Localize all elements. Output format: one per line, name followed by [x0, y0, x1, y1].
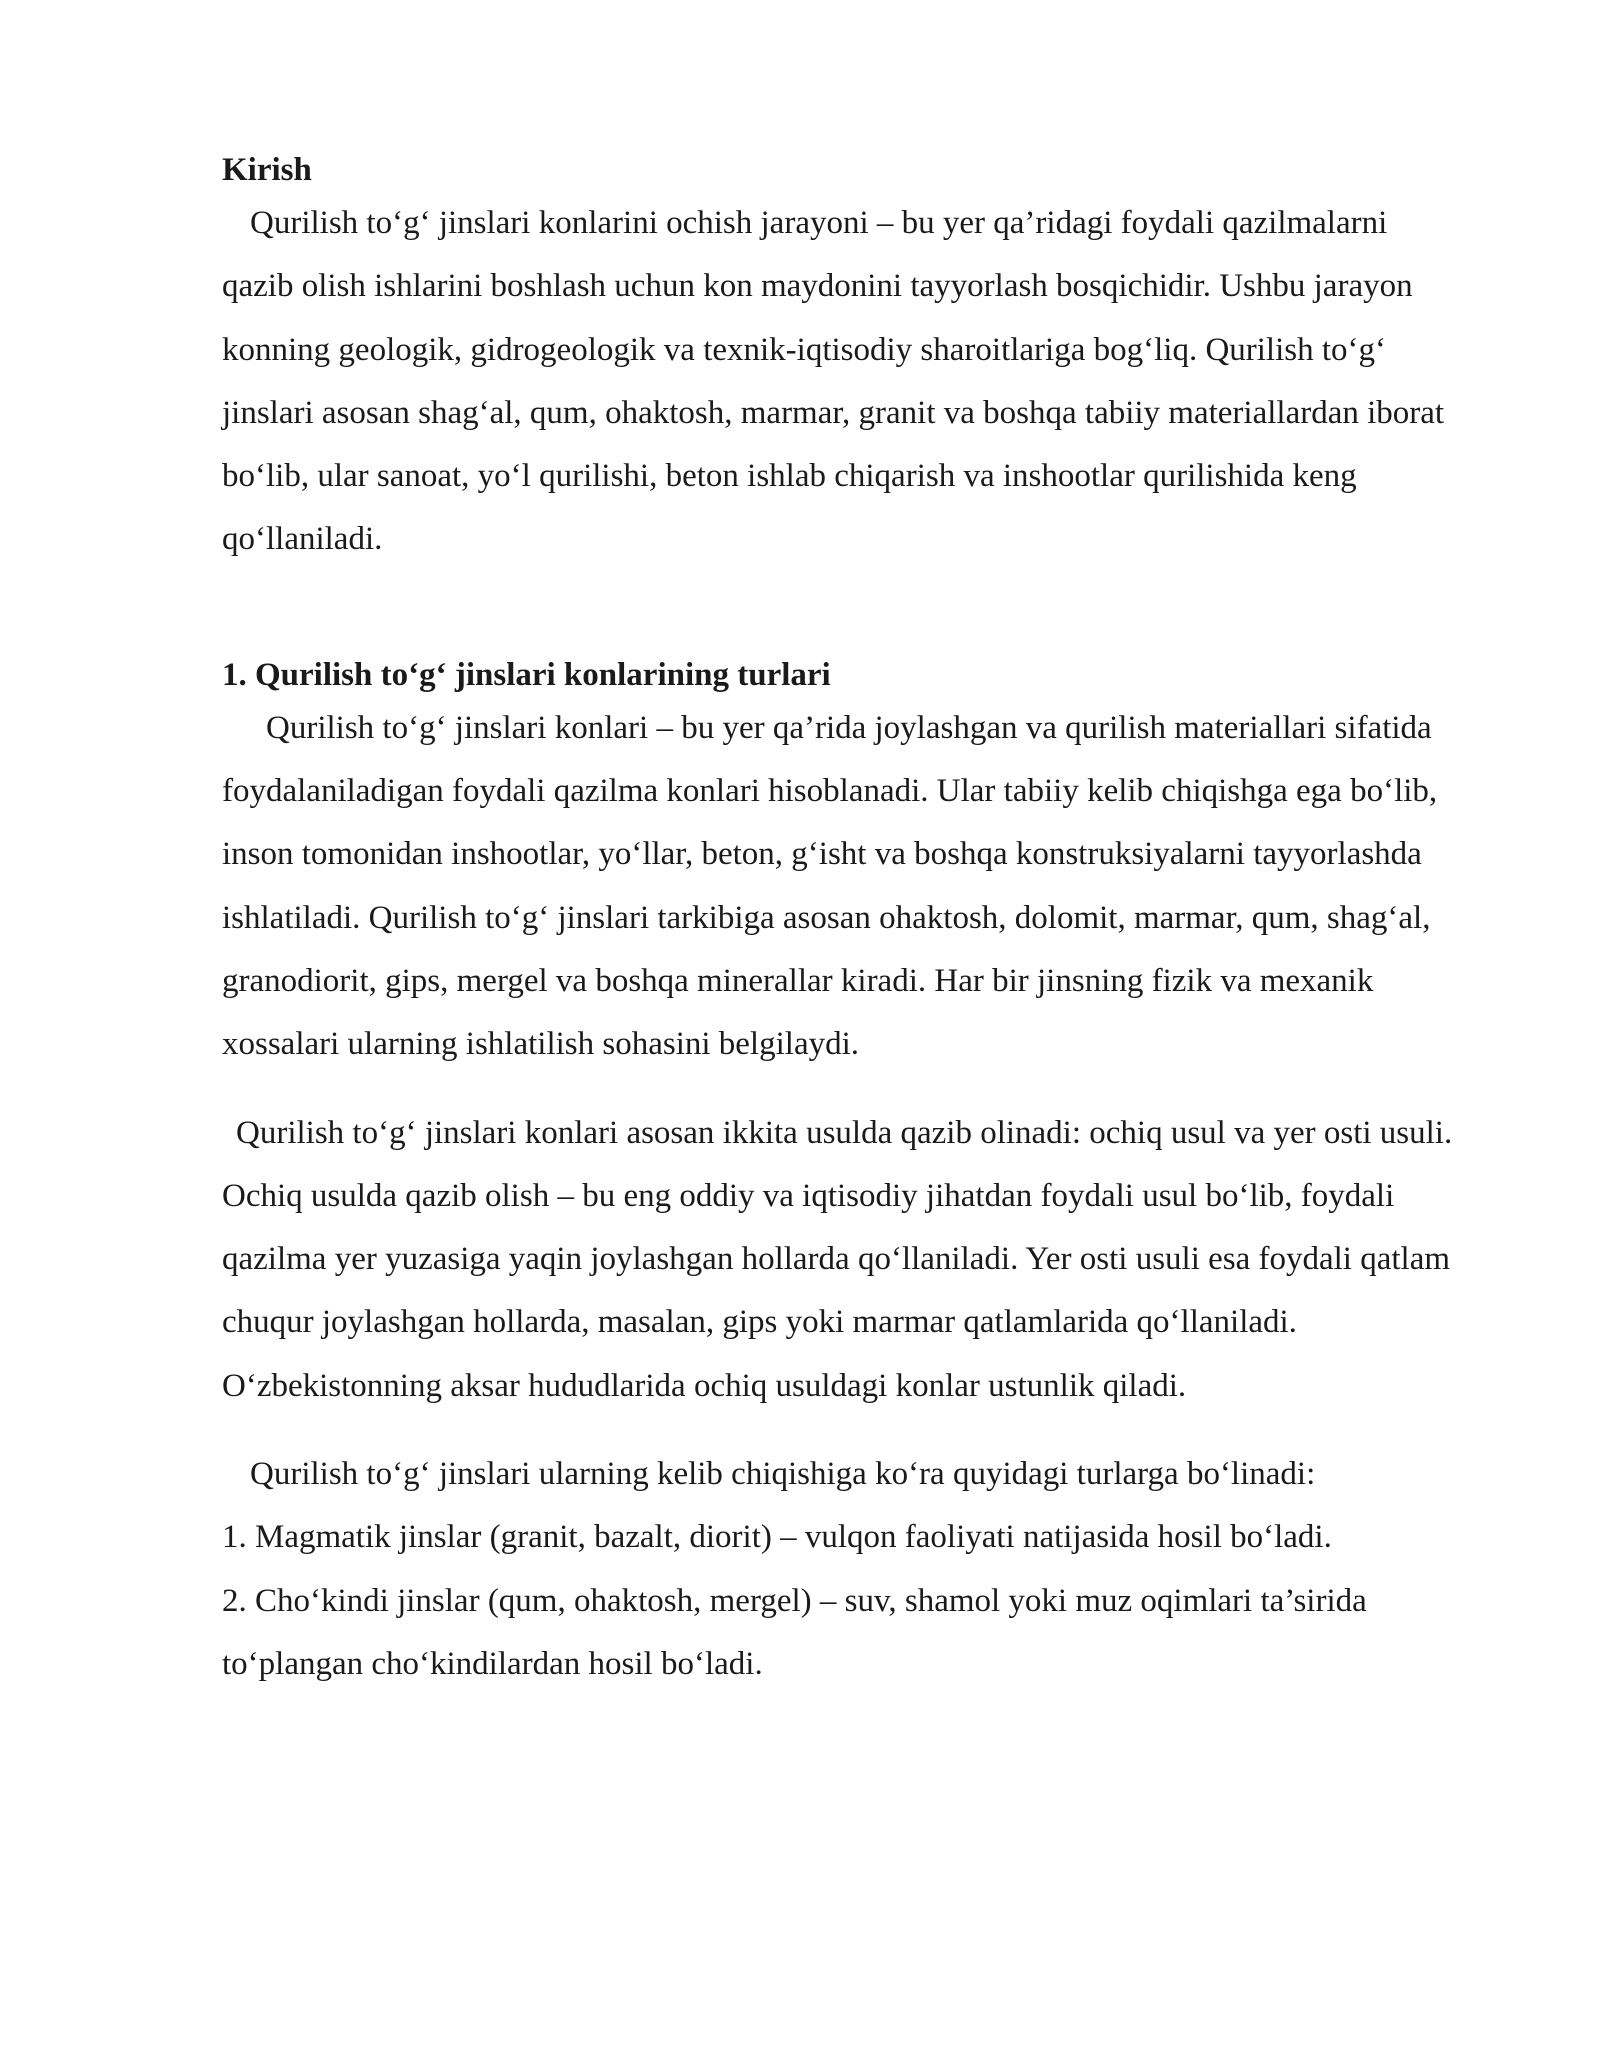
intro-heading: Kirish [222, 152, 312, 188]
intro-paragraph: Qurilish to‘g‘ jinslari konlarini ochish jarayoni – bu yer qa’ridagi foydali qazilmalarni qazib olish ishlarini boshlash uchun kon maydonini tayyorlash bosqichidir. Ushbu jarayon konning geologik, gidrogeologik va texnik-iqtisodiy sharoitlariga bog‘liq. Qurilish to‘g‘ jinslari asosan shag‘al, qum, ohaktosh, marmar, granit va boshqa tabiiy materiallardan iborat bo‘lib, ular sanoat, yo‘l qurilishi, beton ishlab chiqarish va inshootlar qurilishida keng qo‘llaniladi. [222, 205, 1445, 558]
section-1-heading: 1. Qurilish to‘g‘ jinslari konlarining turlari [222, 656, 831, 693]
section-1-paragraph-2: Qurilish to‘g‘ jinslari konlari asosan ikkita usulda qazib olinadi: ochiq usul va yer osti usuli. Ochiq usulda qazib olish – bu eng oddiy va iqtisodiy jihatdan foydali usul bo‘lib, foydali qazilma yer yuzasiga yaqin joylashgan hollarda qo‘llaniladi. Yer osti usuli esa foydali qatlam chuqur joylashgan hollarda, masalan, gips yoki marmar qatlamlarida qo‘llaniladi. O‘zbekistonning aksar hududlarida ochiq usuldagi konlar ustunlik qiladi. [222, 1114, 1453, 1404]
list-item-sedimentary: 2. Cho‘kindi jinslar (qum, ohaktosh, mergel) – suv, shamol yoki muz oqimlari ta’sirida to‘plangan cho‘kindilardan hosil bo‘ladi. [222, 1582, 1367, 1682]
document-page [222, 150, 1462, 1696]
section-1-paragraph-1: Qurilish to‘g‘ jinslari konlari – bu yer qa’rida joylashgan va qurilish materiallari sifatida foydalaniladigan foydali qazilma konlari hisoblanadi. Ular tabiiy kelib chiqishga ega bo‘lib, inson tomonidan inshootlar, yo‘llar, beton, g‘isht va boshqa konstruksiyalarni tayyorlashda ishlatiladi. Qurilish to‘g‘ jinslari tarkibiga asosan ohaktosh, dolomit, marmar, qum, shag‘al, granodiorit, gips, mergel va boshqa minerallar kiradi. Har bir jinsning fizik va mexanik xossalari ularning ishlatilish sohasini belgilaydi. [222, 709, 1438, 1063]
list-item-magmatic: 1. Magmatik jinslar (granit, bazalt, diorit) – vulqon faoliyati natijasida hosil bo‘ladi. [222, 1519, 1332, 1556]
section-1-paragraph-3: Qurilish to‘g‘ jinslari ularning kelib chiqishiga ko‘ra quyidagi turlarga bo‘linadi: [250, 1456, 1316, 1493]
